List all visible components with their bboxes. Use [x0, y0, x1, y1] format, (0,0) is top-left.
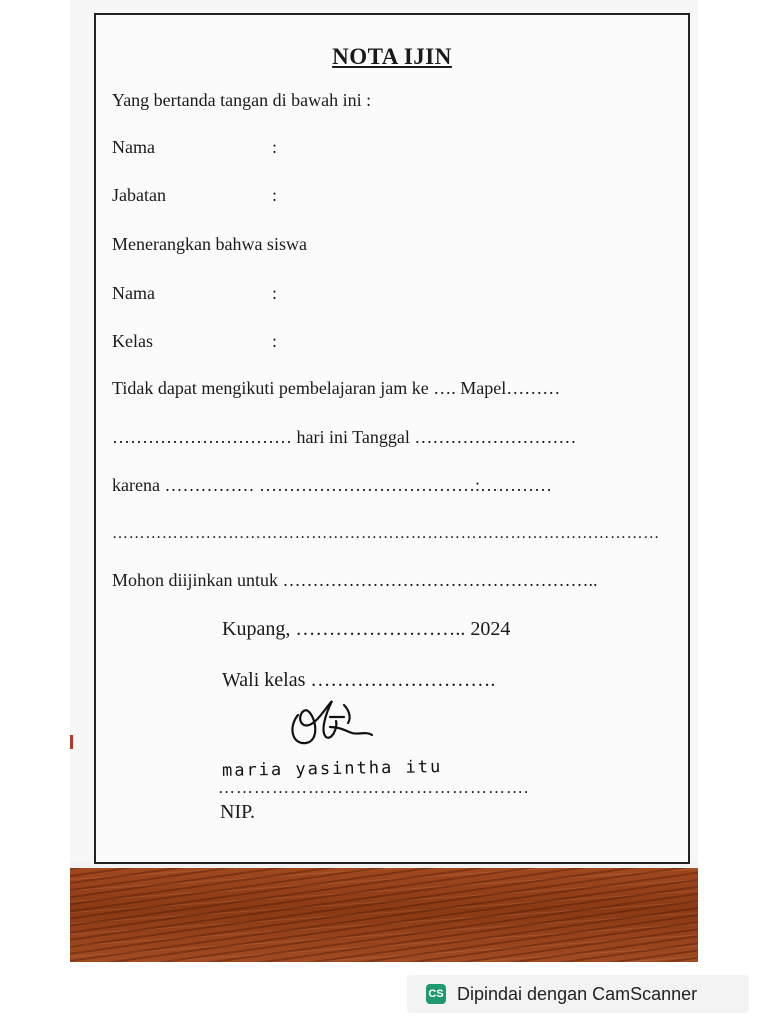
field-colon: :: [272, 331, 278, 351]
line-tidak-dapat: Tidak dapat mengikuti pembelajaran jam ke …. Mapel………: [112, 378, 561, 398]
camscanner-text: Dipindai dengan CamScanner: [457, 983, 698, 1004]
field-label: Nama: [112, 137, 155, 157]
signature-image: [286, 687, 386, 749]
line-dots: ………………………………………………………………………………………: [112, 525, 660, 542]
field-jabatan: [112, 184, 277, 206]
note-title: NOTA IJIN: [332, 44, 452, 69]
permission-note-paper: [94, 13, 690, 864]
signature-dotted-line: …………………………………………….: [218, 778, 530, 797]
field-kelas: [112, 330, 277, 352]
line-karena: karena …………… ………………………………:…………: [112, 475, 552, 495]
field-colon: :: [272, 137, 278, 157]
field-colon: :: [272, 185, 278, 205]
field-label: Jabatan: [112, 185, 166, 205]
signatory-name: maria yasintha itu: [221, 757, 443, 781]
intro-text: Yang bertanda tangan di bawah ini :: [112, 90, 372, 110]
wooden-table: [70, 868, 698, 962]
nip-label: NIP.: [220, 801, 256, 823]
camscanner-icon: CS: [426, 984, 446, 1004]
menerangkan-text: Menerangkan bahwa siswa: [112, 234, 307, 254]
field-colon: :: [272, 283, 278, 303]
kupang-date: Kupang, …………………….. 2024: [222, 618, 511, 640]
edge-mark: [70, 735, 73, 749]
field-label: Kelas: [112, 331, 153, 351]
field-label: Nama: [112, 283, 155, 303]
wali-kelas-line: Wali kelas ……………………….: [222, 669, 496, 691]
field-nama-siswa: [112, 282, 277, 304]
field-nama-signer: [112, 136, 277, 158]
line-hari-ini: ………………………… hari ini Tanggal ………………………: [112, 427, 577, 447]
camscanner-watermark: [407, 975, 749, 1013]
line-mohon: Mohon diijinkan untuk ……………………………………………..: [112, 570, 598, 590]
